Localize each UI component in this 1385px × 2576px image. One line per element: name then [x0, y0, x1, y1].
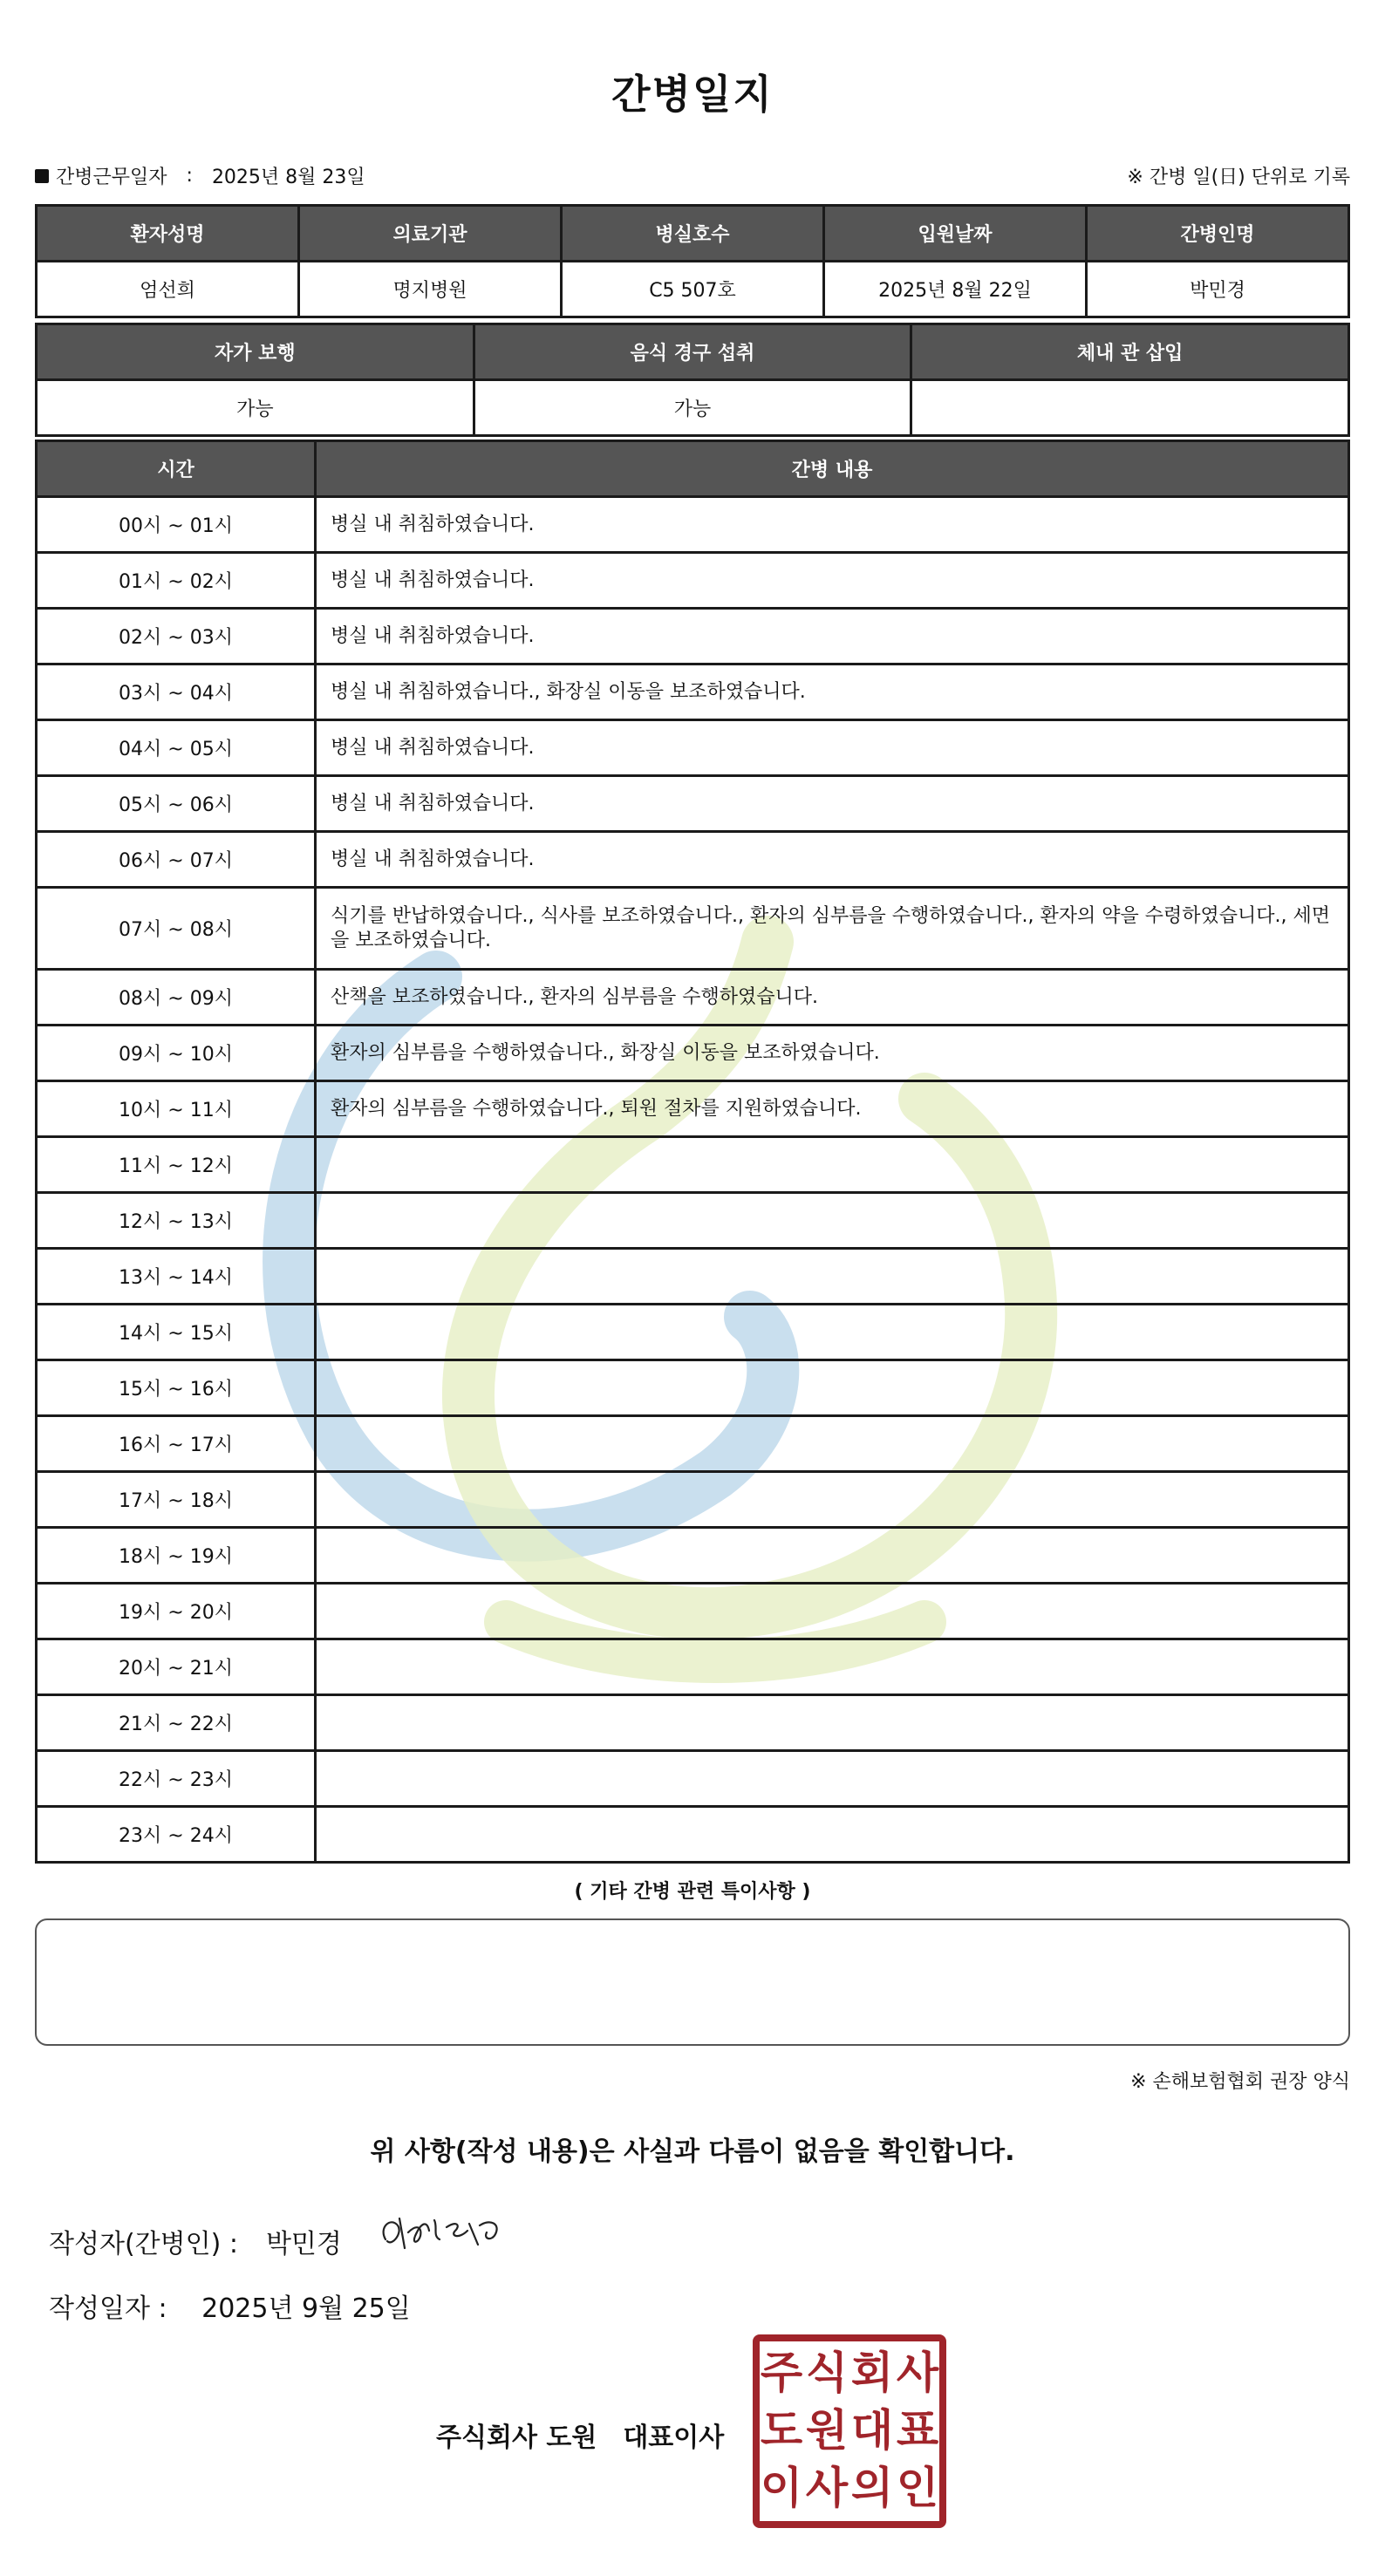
- writer-row: [49, 2222, 342, 2260]
- seal-glyph: 사: [805, 2463, 849, 2513]
- seal-glyph: 대: [850, 2405, 894, 2456]
- log-time: 08시 ~ 09시: [37, 970, 316, 1026]
- log-content: 환자의 심부름을 수행하였습니다., 화장실 이동을 보조하였습니다.: [316, 1026, 1349, 1081]
- log-content: 병실 내 취침하였습니다.: [316, 776, 1349, 832]
- log-content: [316, 1360, 1349, 1416]
- log-time: 22시 ~ 23시: [37, 1751, 316, 1807]
- log-time: 12시 ~ 13시: [37, 1193, 316, 1249]
- log-content: [316, 1639, 1349, 1695]
- patient-name: 엄선희: [37, 262, 299, 317]
- log-content: [316, 1807, 1349, 1863]
- form-source-note: ※ 손해보험협회 권장 양식: [1130, 2071, 1350, 2093]
- log-time: 09시 ~ 10시: [37, 1026, 316, 1081]
- patient-info-table: [35, 204, 1350, 318]
- log-row: [37, 1695, 1349, 1751]
- log-content: 병실 내 취침하였습니다.: [316, 832, 1349, 888]
- header-self-walking: 자가 보행: [37, 324, 474, 380]
- log-content: 병실 내 취침하였습니다.: [316, 553, 1349, 609]
- company-signature-line: [436, 2416, 724, 2454]
- write-date-label: 작성일자 :: [49, 2293, 167, 2324]
- log-row: [37, 1472, 1349, 1528]
- patient-status-table: [35, 323, 1350, 437]
- log-row: [37, 888, 1349, 970]
- header-room: 병실호수: [562, 206, 824, 262]
- care-log-table: [35, 440, 1350, 1864]
- log-content: [316, 1584, 1349, 1639]
- notes-box: [35, 1918, 1350, 2046]
- writer-label: 작성자(간병인) :: [49, 2229, 238, 2259]
- log-time: 20시 ~ 21시: [37, 1639, 316, 1695]
- log-time: 06시 ~ 07시: [37, 832, 316, 888]
- log-row: [37, 1193, 1349, 1249]
- log-time: 03시 ~ 04시: [37, 664, 316, 720]
- log-row: [37, 1584, 1349, 1639]
- confirmation-statement: 위 사항(작성 내용)은 사실과 다름이 없음을 확인합니다.: [370, 2136, 1015, 2167]
- log-content: 병실 내 취침하였습니다.: [316, 497, 1349, 553]
- log-row: [37, 609, 1349, 664]
- work-date-value: 2025년 8월 23일: [211, 167, 365, 188]
- log-row: [37, 970, 1349, 1026]
- log-row: [37, 832, 1349, 888]
- seal-glyph: 인: [896, 2463, 939, 2513]
- writer-name: 박민경: [265, 2229, 342, 2259]
- log-time: 04시 ~ 05시: [37, 720, 316, 776]
- log-content: 병실 내 취침하였습니다.: [316, 609, 1349, 664]
- log-time: 18시 ~ 19시: [37, 1528, 316, 1584]
- write-date-row: [49, 2286, 411, 2325]
- room-number: C5 507호: [562, 262, 824, 317]
- admission-date: 2025년 8월 22일: [824, 262, 1087, 317]
- log-content: [316, 1416, 1349, 1472]
- caregiver-name: 박민경: [1087, 262, 1349, 317]
- patient-info-value-row: [37, 262, 1349, 317]
- status-value-row: [37, 380, 1349, 436]
- log-time: 21시 ~ 22시: [37, 1695, 316, 1751]
- log-time: 19시 ~ 20시: [37, 1584, 316, 1639]
- seal-glyph: 의: [850, 2463, 894, 2513]
- handwritten-signature: [373, 2201, 513, 2262]
- seal-glyph: 식: [805, 2348, 849, 2398]
- seal-glyph: 사: [896, 2348, 939, 2398]
- log-content: 식기를 반납하였습니다., 식사를 보조하였습니다., 환자의 심부름을 수행하였습니다., 환자의 약을 수령하였습니다., 세면을 보조하였습니다.: [316, 888, 1349, 970]
- log-row: [37, 497, 1349, 553]
- work-date-group: [35, 162, 365, 189]
- meta-row: [35, 162, 1350, 192]
- log-row: [37, 776, 1349, 832]
- log-content: [316, 1305, 1349, 1360]
- log-row: [37, 720, 1349, 776]
- seal-glyph: 원: [805, 2405, 849, 2456]
- log-content: 병실 내 취침하였습니다., 화장실 이동을 보조하였습니다.: [316, 664, 1349, 720]
- log-time: 17시 ~ 18시: [37, 1472, 316, 1528]
- patient-info-header-row: [37, 206, 1349, 262]
- seal-glyph: 표: [896, 2405, 939, 2456]
- log-row: [37, 1360, 1349, 1416]
- log-time: 05시 ~ 06시: [37, 776, 316, 832]
- work-date-colon: :: [186, 165, 193, 187]
- notes-title: ( 기타 간병 관련 특이사항 ): [574, 1881, 811, 1903]
- company-name: 주식회사 도원: [436, 2423, 597, 2453]
- seal-glyph: 도: [760, 2405, 803, 2456]
- log-header-row: [37, 441, 1349, 497]
- log-time: 02시 ~ 03시: [37, 609, 316, 664]
- log-row: [37, 1137, 1349, 1193]
- log-content: [316, 1137, 1349, 1193]
- page-title: 간병일지: [611, 71, 774, 118]
- work-date-label: 간병근무일자: [56, 167, 167, 188]
- log-row: [37, 1026, 1349, 1081]
- log-row: [37, 1416, 1349, 1472]
- log-content: 산책을 보조하였습니다., 환자의 심부름을 수행하였습니다.: [316, 970, 1349, 1026]
- header-care-content: 간병 내용: [316, 441, 1349, 497]
- header-caregiver-name: 간병인명: [1087, 206, 1349, 262]
- status-header-row: [37, 324, 1349, 380]
- record-unit-note: ※ 간병 일(日) 단위로 기록: [1127, 167, 1350, 188]
- log-body: [37, 497, 1349, 1863]
- log-time: 01시 ~ 02시: [37, 553, 316, 609]
- log-row: [37, 1807, 1349, 1863]
- header-patient-name: 환자성명: [37, 206, 299, 262]
- log-content: [316, 1472, 1349, 1528]
- log-time: 13시 ~ 14시: [37, 1249, 316, 1305]
- log-time: 11시 ~ 12시: [37, 1137, 316, 1193]
- log-time: 00시 ~ 01시: [37, 497, 316, 553]
- self-walking-value: 가능: [37, 380, 474, 436]
- log-row: [37, 1305, 1349, 1360]
- log-row: [37, 1528, 1349, 1584]
- log-time: 07시 ~ 08시: [37, 888, 316, 970]
- header-tube-insertion: 체내 관 삽입: [911, 324, 1349, 380]
- log-time: 23시 ~ 24시: [37, 1807, 316, 1863]
- log-time: 15시 ~ 16시: [37, 1360, 316, 1416]
- log-row: [37, 553, 1349, 609]
- log-row: [37, 1639, 1349, 1695]
- log-content: [316, 1528, 1349, 1584]
- header-time: 시간: [37, 441, 316, 497]
- tube-insertion-value: [911, 380, 1349, 436]
- company-seal-stamp: [752, 2334, 947, 2529]
- log-time: 10시 ~ 11시: [37, 1081, 316, 1137]
- log-time: 14시 ~ 15시: [37, 1305, 316, 1360]
- representative-title: 대표이사: [623, 2423, 725, 2453]
- log-row: [37, 1751, 1349, 1807]
- log-content: [316, 1751, 1349, 1807]
- log-content: [316, 1695, 1349, 1751]
- log-row: [37, 1249, 1349, 1305]
- hospital: 명지병원: [299, 262, 562, 317]
- seal-glyph: 회: [850, 2348, 894, 2398]
- oral-intake-value: 가능: [474, 380, 911, 436]
- log-row: [37, 664, 1349, 720]
- log-row: [37, 1081, 1349, 1137]
- seal-glyph: 이: [760, 2463, 803, 2513]
- header-hospital: 의료기관: [299, 206, 562, 262]
- seal-glyph: 주: [760, 2348, 803, 2398]
- header-admission-date: 입원날짜: [824, 206, 1087, 262]
- log-time: 16시 ~ 17시: [37, 1416, 316, 1472]
- log-content: 환자의 심부름을 수행하였습니다., 퇴원 절차를 지원하였습니다.: [316, 1081, 1349, 1137]
- write-date-value: 2025년 9월 25일: [201, 2293, 411, 2324]
- bullet-square-icon: [35, 169, 49, 183]
- log-content: 병실 내 취침하였습니다.: [316, 720, 1349, 776]
- log-content: [316, 1193, 1349, 1249]
- header-oral-intake: 음식 경구 섭취: [474, 324, 911, 380]
- log-content: [316, 1249, 1349, 1305]
